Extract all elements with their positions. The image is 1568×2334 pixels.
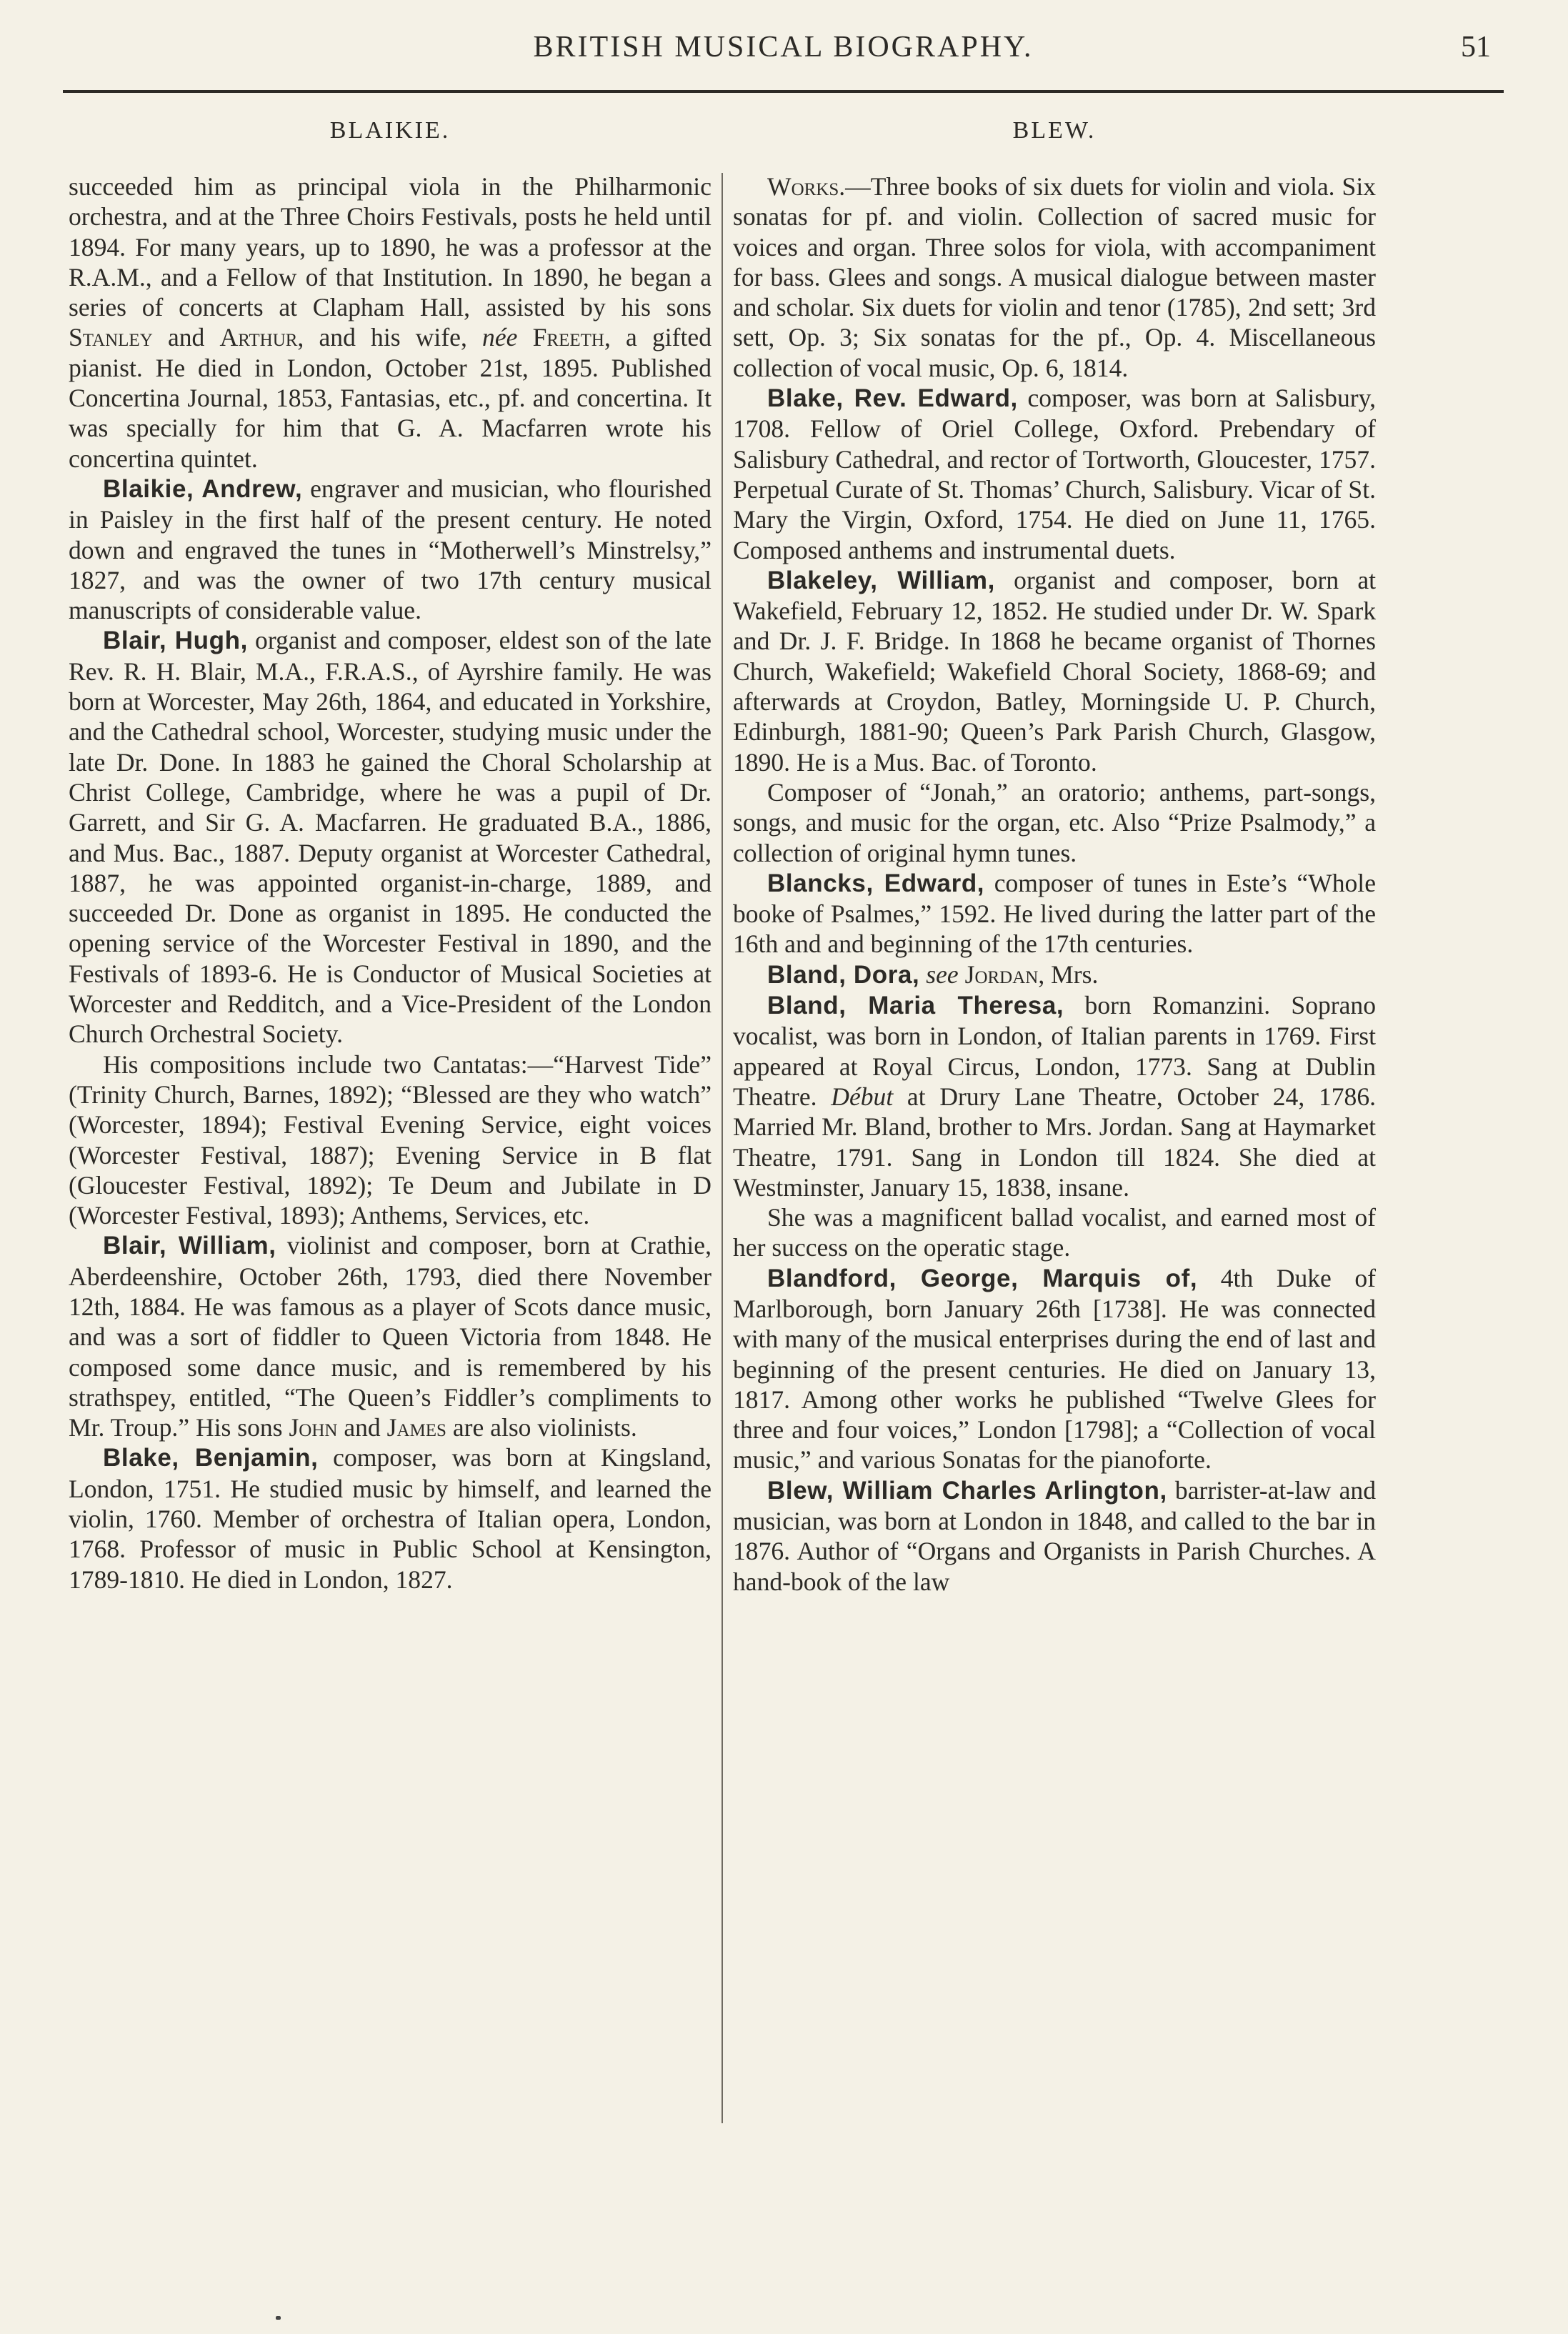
page-number: 51 <box>1461 31 1491 64</box>
entry-bland-maria-theresa: Bland, Maria Theresa, born Romanzini. Soprano vocalist, was born in London, of Italian parents in 1769. First appeared at Royal Circus, London, 1773. Sang at Dublin Theatre. Début at Drury Lane Theatre, October 24, 1786. Married Mr. Bland, brother to Mrs. Jordan. Sang at Haymarket Theatre, 1791. Sang in London till 1824. She died at Westminster, January 15, 1838, insane. <box>733 991 1376 1202</box>
entry-blair-william: Blair, William, violinist and composer, born at Crathie, Aberdeenshire, October 26th, 1793, died there November 12th, 1884. He was famous as a player of Scots dance music, and was a sort of fiddler to Queen Victoria from 1848. He composed some dance music, and is remembered by his strathspey, entitled, “The Queen’s Fiddler’s compliments to Mr. Troup.” His sons John and James are also violinists. <box>69 1231 711 1442</box>
column-divider <box>721 173 723 2123</box>
entry-headword: Blake, Benjamin, <box>103 1444 319 1472</box>
entry-headword: Bland, Maria Theresa, <box>767 992 1064 1020</box>
running-title: BRITISH MUSICAL BIOGRAPHY. <box>533 31 1034 64</box>
entry-headword: Blaikie, Andrew, <box>103 474 303 503</box>
entry-headword: Blew, William Charles Arlington, <box>767 1476 1167 1505</box>
right-column <box>733 116 1376 1597</box>
entry-continuation: succeeded him as principal viola in the Philharmonic orchestra, and at the Three Choirs Festivals, posts he held until 1894. For many years, up to 1890, he was a professor at the R.A.M., and a Fellow of that Institution. In 1890, he began a series of concerts at Clapham Hall, assisted by his sons Stanley and Arthur, and his wife, née Freeth, a gifted pianist. He died in London, October 21st, 1895. Published Concertina Journal, 1853, Fantasias, etc., pf. and concertina. It was specially for him that G. A. Macfarren wrote his concertina quintet. <box>69 172 711 473</box>
entry-headword: Blandford, George, Marquis of, <box>767 1264 1198 1292</box>
entry-headword: Blakeley, William, <box>767 566 995 594</box>
entry-headword: Blair, Hugh, <box>103 627 248 655</box>
entry-blakeley-william-works: Composer of “Jonah,” an oratorio; anthems, part-songs, songs, and music for the organ, etc. Also “Prize Psalmody,” a collection of original hymn tunes. <box>733 777 1376 867</box>
entry-headword: Blair, William, <box>103 1232 276 1260</box>
entry-blaikie-andrew: Blaikie, Andrew, engraver and musician, who flourished in Paisley in the first half of the present century. He noted down and engraved the tunes in “Motherwell’s Minstrelsy,” 1827, and was the owner of two 17th century musical manuscripts of considerable value. <box>69 474 711 625</box>
entry-headword: Bland, Dora, <box>767 960 920 989</box>
entry-blake-benjamin-works: Works.—Three books of six duets for violin and viola. Six sonatas for pf. and violin. Collection of sacred music for voices and organ. Three solos for viola, with accompaniment for bass. Glees and songs. A musical dialogue between master and scholar. Six duets for violin and tenor (1785), 2nd sett; 3rd sett, Op. 3; Six sonatas for the pf., Op. 4. Miscellaneous collection of vocal music, Op. 6, 1814. <box>733 172 1376 382</box>
entry-blake-benjamin: Blake, Benjamin, composer, was born at Kingsland, London, 1751. He studied music by himself, and learned the violin, 1760. Member of orchestra of Italian opera, London, 1768. Professor of music in Public School at Kensington, 1789-1810. He died in London, 1827. <box>69 1443 711 1594</box>
entry-blandford-george: Blandford, George, Marquis of, 4th Duke of Marlborough, born January 26th [1738]. He was connected with many of the musical enterprises during the end of last and beginning of the present centuries. He died on January 13, 1817. Among other works he published “Twelve Glees for three and four voices,” London [1798]; a “Collection of vocal music,” and various Sonatas for the pianoforte. <box>733 1263 1376 1475</box>
entry-blair-hugh-compositions: His compositions include two Cantatas:—“Harvest Tide” (Trinity Church, Barnes, 1892); “Blessed are they who watch” (Worcester, 1894); Festival Evening Service, eight voices (Worcester Festival, 1887); Evening Service in B flat (Gloucester Festival, 1892); Te Deum and Jubilate in D (Worcester Festival, 1893); Anthems, Services, etc. <box>69 1049 711 1230</box>
entry-headword: Blancks, Edward, <box>767 869 985 897</box>
entry-headword: Blake, Rev. Edward, <box>767 384 1018 413</box>
entry-blair-hugh: Blair, Hugh, organist and composer, eldest son of the late Rev. R. H. Blair, M.A., F.R.A.S., of Ayrshire family. He was born at Worcester, May 26th, 1864, and educated in Yorkshire, and the Cathedral school, Worcester, studying music under the late Dr. Done. In 1883 he gained the Choral Scholarship at Christ College, Cambridge, where he was a pupil of Dr. Garrett, and Sir G. A. Macfarren. He graduated B.A., 1886, and Mus. Bac., 1887. Deputy organist at Worcester Cathedral, 1887, he was appointed organist-in-charge, 1889, and succeeded Dr. Done as organist in 1895. He conducted the opening service of the Worcester Festival in 1890, and the Festivals of 1893-6. He is Conductor of Musical Societies at Worcester and Redditch, and a Vice-President of the London Church Orchestral Society. <box>69 626 712 1049</box>
right-guide-word: BLEW. <box>1012 117 1097 144</box>
entry-blake-edward: Blake, Rev. Edward, composer, was born at Salisbury, 1708. Fellow of Oriel College, Oxford. Prebendary of Salisbury Cathedral, and rector of Tortworth, Gloucester, 1757. Perpetual Curate of St. Thomas’ Church, Salisbury. Vicar of St. Mary the Virgin, Oxford, 1754. He died on June 11, 1765. Composed anthems and instrumental duets. <box>733 384 1376 564</box>
entry-bland-maria-theresa-note: She was a magnificent ballad vocalist, and earned most of her success on the operatic stage. <box>733 1203 1376 1262</box>
entry-blancks-edward: Blancks, Edward, composer of tunes in Este’s “Whole booke of Psalmes,” 1592. He lived during the latter part of the 16th and and beginning of the 17th centuries. <box>733 868 1376 959</box>
entry-blakeley-william: Blakeley, William, organist and composer, born at Wakefield, February 12, 1852. He studied under Dr. W. Spark and Dr. J. F. Bridge. In 1868 he became organist of Thornes Church, Wakefield; Wakefield Choral Society, 1868-69; and afterwards at Croydon, Batley, Morningside U. P. Church, Edinburgh, 1881-90; Queen’s Park Parish Church, Glasgow, 1890. He is a Mus. Bac. of Toronto. <box>733 565 1377 777</box>
left-column <box>69 116 711 1595</box>
entry-blew-william: Blew, William Charles Arlington, barrister-at-law and musician, was born at London in 1848, and called to the bar in 1876. Author of “Organs and Organists in Parish Churches. A hand-book of the law <box>733 1475 1376 1596</box>
ink-speck <box>276 2316 281 2320</box>
header-rule <box>63 90 1504 93</box>
left-guide-word: BLAIKIE. <box>329 117 451 144</box>
page-header <box>63 24 1504 74</box>
entry-bland-dora: Bland, Dora, see Jordan, Mrs. <box>767 959 1099 989</box>
